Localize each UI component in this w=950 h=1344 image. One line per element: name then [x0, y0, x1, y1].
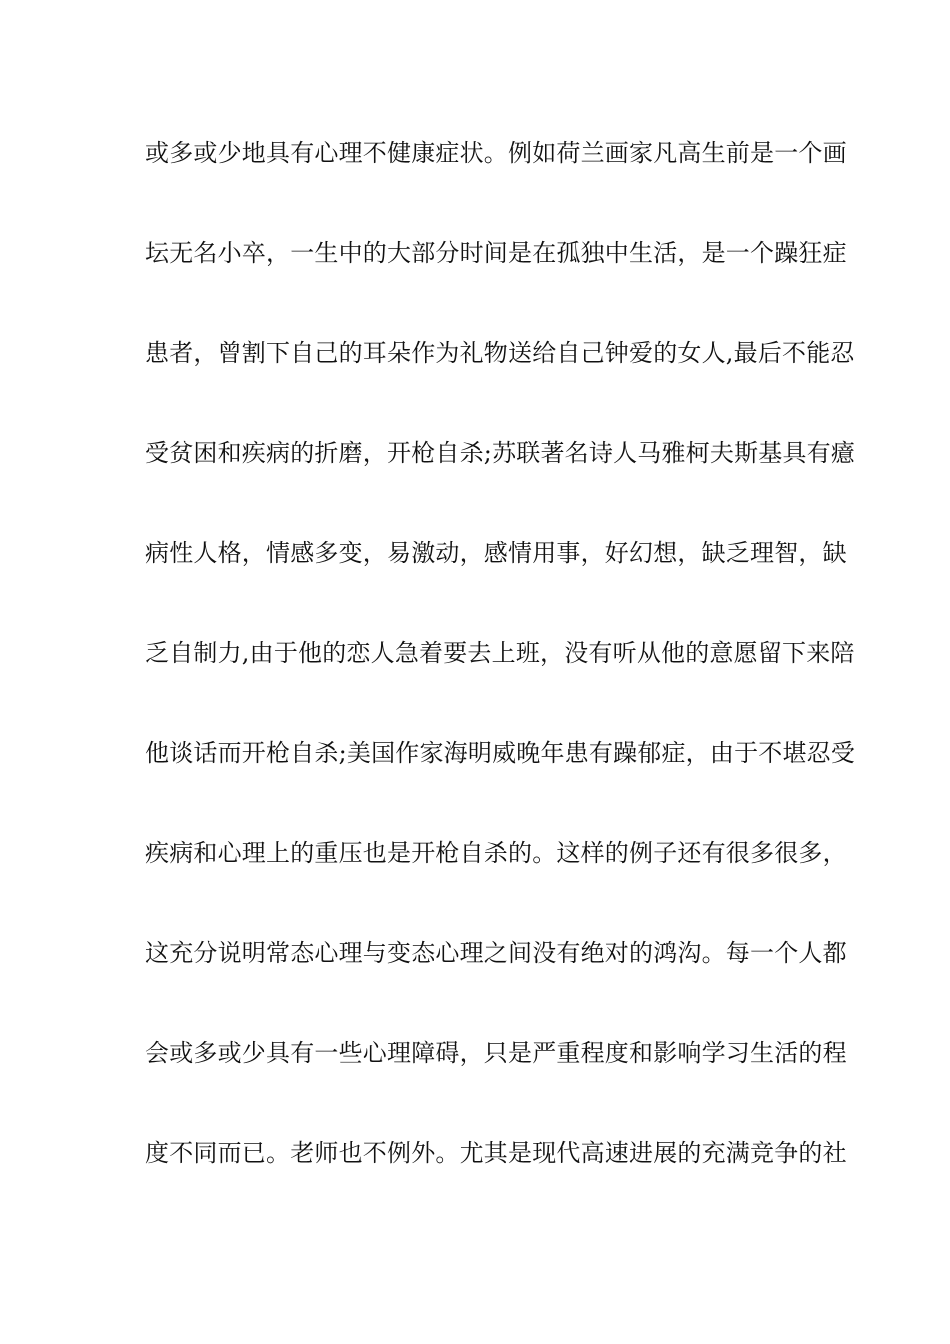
text-line: 会或多或少具有一些心理障碍，只是严重程度和影响学习生活的程: [145, 1039, 847, 1067]
text-line: 病性人格，情感多变，易激动，感情用事，好幻想，缺乏理智，缺: [145, 539, 847, 567]
text-line: 度不同而已。老师也不例外。尤其是现代高速进展的充满竞争的社: [145, 1139, 847, 1167]
text-line: 这充分说明常态心理与变态心理之间没有绝对的鸿沟。每一个人都: [145, 939, 847, 967]
text-line: 或多或少地具有心理不健康症状。例如荷兰画家凡高生前是一个画: [145, 139, 847, 167]
text-line: 疾病和心理上的重压也是开枪自杀的。这样的例子还有很多很多，: [145, 839, 847, 867]
text-line: 受贫困和疾病的折磨，开枪自杀;苏联著名诗人马雅柯夫斯基具有癔: [145, 439, 856, 467]
text-line: 乏自制力,由于他的恋人急着要去上班，没有听从他的意愿留下来陪: [145, 639, 855, 667]
body-text: [145, 133, 856, 1233]
text-line: 他谈话而开枪自杀;美国作家海明威晚年患有躁郁症，由于不堪忍受: [145, 739, 856, 767]
text-line: 患者，曾割下自己的耳朵作为礼物送给自己钟爱的女人,最后不能忍: [145, 339, 855, 367]
text-line: 坛无名小卒，一生中的大部分时间是在孤独中生活，是一个躁狂症: [145, 239, 847, 267]
